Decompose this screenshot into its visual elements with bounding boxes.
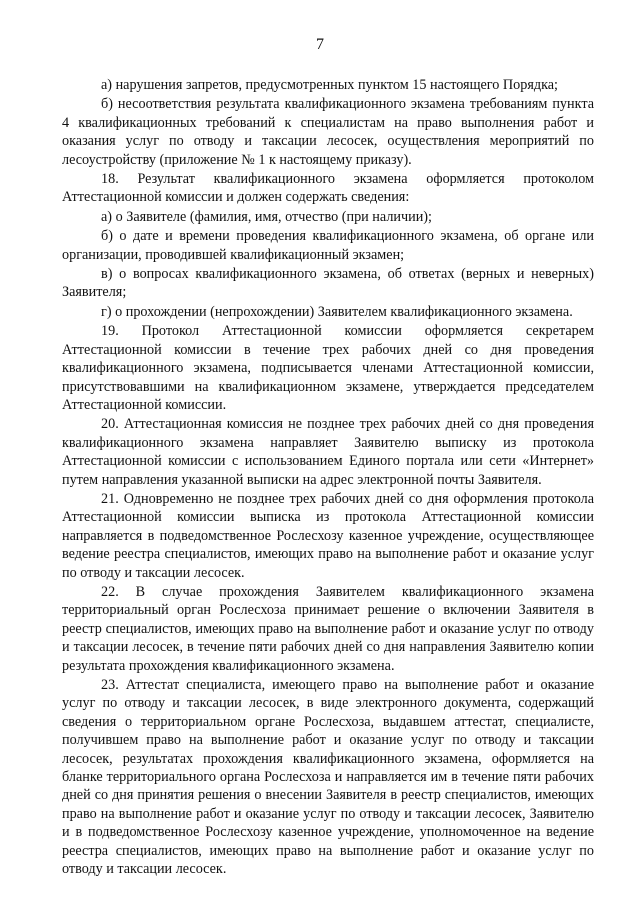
page-number: 7 [316,36,324,53]
paragraph-21: 21. Одновременно не позднее трех рабочих дней со дня оформления протокола Аттестационной комиссии выписка из протокола Аттестационной комиссии направляется в подведомственное Рослесхозу казенное учреждение, осуществляющее ведение реестра специалистов, имеющих право на выполнение работ и оказание услуг по отводу и таксации лесосек. [62,490,594,581]
paragraph-23: 23. Аттестат специалиста, имеющего право на выполнение работ и оказание услуг по отводу и таксации лесосек, в виде электронного документа, содержащий сведения о территориальном органе Рослесхоза, выдавшем аттестат, специалисте, получившем право на выполнение работ и оказание услуг по отводу и таксации лесосек, результатах прохождения квалификационного экзамена, оформляется на бланке территориального органа Рослесхоза и направляется им в течение пяти рабочих дней со дня принятия решения о внесении Заявителя в реестр специалистов, имеющих право на выполнение работ и оказание услуг по отводу и таксации лесосек, Заявителю и в подведомственное Рослесхозу казенное учреждение, уполномоченное на ведение реестра специалистов, имеющих право на выполнение работ и оказание услуг по отводу и таксации лесосек. [62,677,594,878]
paragraph-17a: а) нарушения запретов, предусмотренных пунктом 15 настоящего Порядка; [101,77,558,93]
paragraph-20: 20. Аттестационная комиссия не позднее трех рабочих дней со дня проведения квалификационного экзамена направляет Заявителю выписку из протокола Аттестационной комиссии с использованием Единого портала или сети «Интернет» путем направления указанной выписки на адрес электронной почты Заявителя. [62,416,594,488]
paragraph-19: 19. Протокол Аттестационной комиссии оформляется секретарем Аттестационной комиссии в течение трех рабочих дней со дня проведения квалификационного экзамена, подписывается членами Аттестационной комиссии, присутствовавшими на квалификационном экзамене, утверждается председателем Аттестационной комиссии. [62,323,594,413]
paragraph-18b: б) о дате и времени проведения квалификационного экзамена, об органе или организации, проводившей квалификационный экзамен; [62,228,594,263]
paragraph-17b: б) несоответствия результата квалификационного экзамена требованиям пункта 4 квалификационных требований к специалистам на право выполнения работ и оказания услуг по отводу и таксации лесосек, осуществления мероприятий по лесоустройству (приложение № 1 к настоящему приказу). [62,96,594,168]
paragraph-18: 18. Результат квалификационного экзамена оформляется протоколом Аттестационной комиссии и должен содержать сведения: [62,171,594,206]
document-body [62,76,594,879]
paragraph-18c: в) о вопросах квалификационного экзамена, об ответах (верных и неверных) Заявителя; [62,266,594,301]
paragraph-22: 22. В случае прохождения Заявителем квалификационного экзамена территориальный орган Рослесхоза принимает решение о включении Заявителя в реестр специалистов, имеющих право на выполнение работ и оказание услуг по отводу и таксации лесосек, в течение пяти рабочих дней со дня направления Заявителю копии результата прохождения квалификационного экзамена. [62,583,594,674]
paragraph-18a: а) о Заявителе (фамилия, имя, отчество (при наличии); [101,208,432,225]
paragraph-18d: г) о прохождении (непрохождении) Заявителем квалификационного экзамена. [101,303,573,320]
